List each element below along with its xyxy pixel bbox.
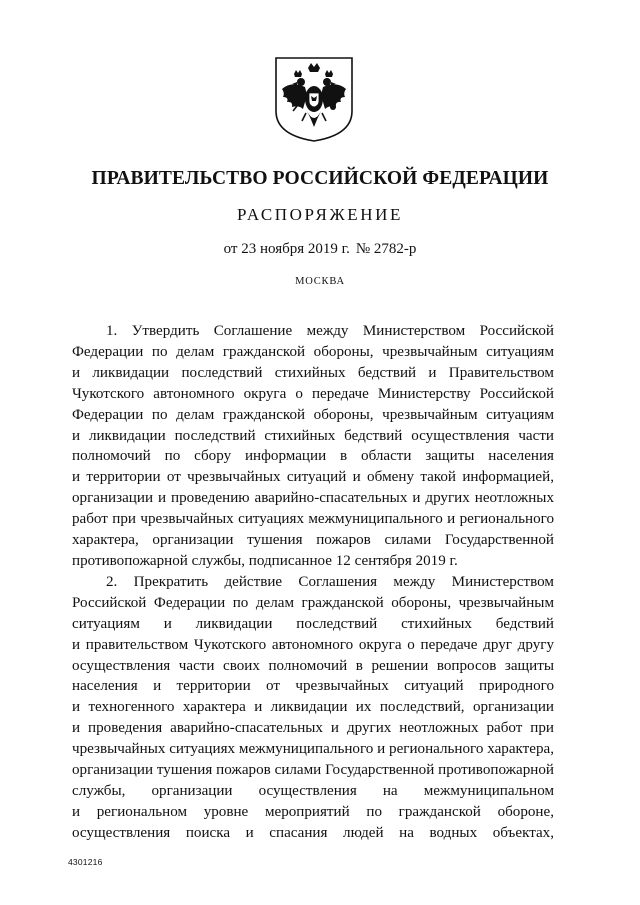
body-line: и региональном уровне мероприятий по гражданской обороне, — [72, 803, 554, 820]
body-line: и техногенного характера и ликвидации их последствий, организации — [72, 699, 554, 716]
body-line: и ликвидации последствий стихийных бедствий осуществления части — [72, 427, 554, 444]
body-line: характера, организации тушения пожаров силами Государственной — [72, 532, 554, 549]
document-body — [72, 321, 554, 844]
document-date: от 23 ноября 2019 г. — [223, 241, 350, 257]
body-line: 1. Утвердить Соглашение между Министерством Российской — [106, 323, 554, 339]
body-line: противопожарной службы, подписанное 12 сентября 2019 г. — [72, 552, 458, 569]
document-code: 4301216 — [68, 857, 103, 867]
body-line: службы, организации осуществления на межмуниципальном — [72, 782, 554, 799]
body-line: полномочий по сбору информации в области защиты населения — [72, 448, 554, 465]
body-line: Федерации по делам гражданской обороны, чрезвычайным ситуациям — [72, 406, 554, 423]
body-line: ситуациям и ликвидации последствий стихийных бедствий — [72, 615, 554, 632]
body-line: населения и территории от чрезвычайных ситуаций природного — [72, 678, 554, 695]
body-line: осуществления поиска и спасания людей на водных объектах, — [72, 824, 554, 841]
body-line: Федерации по делам гражданской обороны, чрезвычайным ситуациям — [72, 343, 554, 360]
issue-city: МОСКВА — [295, 276, 345, 287]
government-title: ПРАВИТЕЛЬСТВО РОССИЙСКОЙ ФЕДЕРАЦИИ — [91, 168, 549, 189]
document-type: РАСПОРЯЖЕНИЕ — [236, 205, 404, 224]
body-line: работ при чрезвычайных ситуациях межмуниципального и регионального — [72, 511, 554, 528]
body-line: 2. Прекратить действие Соглашения между Министерством — [106, 573, 554, 590]
body-line: организации и проведению аварийно-спасательных и других неотложных — [72, 490, 554, 507]
body-line: и проведения аварийно-спасательных и других неотложных работ при — [72, 720, 554, 737]
document-date-line — [0, 241, 640, 258]
body-line: организации тушения пожаров силами Государственной противопожарной — [72, 762, 554, 779]
body-line: и территории от чрезвычайных ситуаций и обмену такой информацией, — [72, 469, 554, 486]
body-line: Чукотского автономного округа о передаче Министерству Российской — [72, 385, 554, 402]
body-line: и ликвидации последствий стихийных бедствий и Правительством — [72, 364, 554, 381]
body-line: осуществления части своих полномочий в решении вопросов защиты — [72, 657, 554, 674]
body-line: чрезвычайных ситуациях межмуниципального и регионального характера, — [72, 741, 554, 758]
double-headed-eagle-emblem-icon — [273, 55, 355, 143]
body-line: и правительством Чукотского автономного округа о передаче друг другу — [72, 636, 554, 653]
body-line: Российской Федерации по делам гражданской обороны, чрезвычайным — [72, 594, 554, 611]
document-number: № 2782-р — [355, 241, 417, 257]
